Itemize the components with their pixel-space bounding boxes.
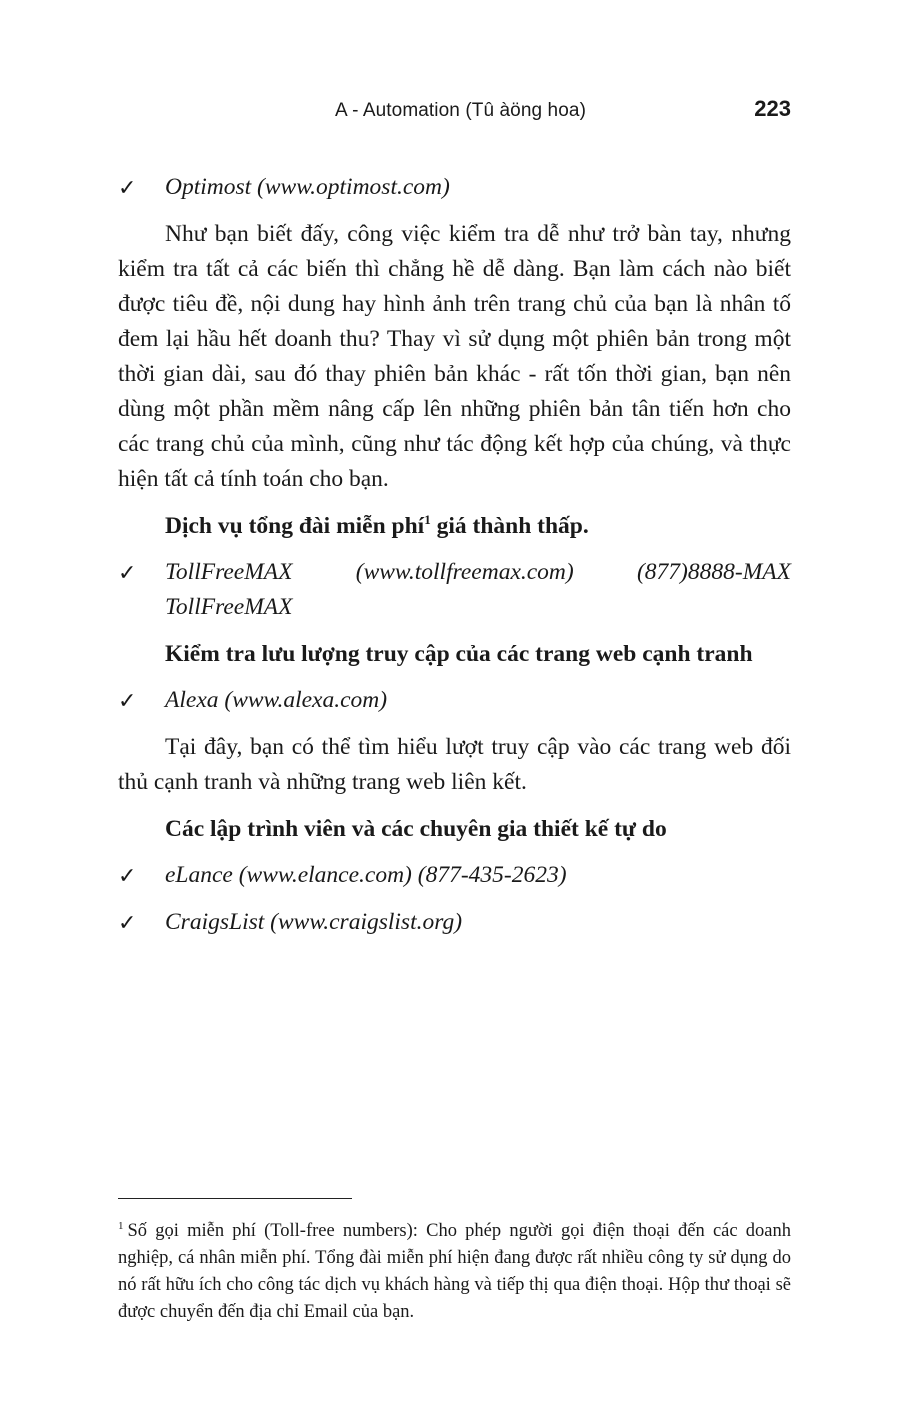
checkmark-icon: ✓ [118,560,137,585]
heading-text: giá thành thấp. [430,513,589,539]
page-body [118,170,791,952]
section-heading-traffic: Kiểm tra lưu lượng truy cập của các trang web cạnh tranh [165,641,753,667]
list-item-text: Optimost (www.optimost.com) [165,174,450,200]
list-item-elance [118,858,791,893]
list-item-line [165,555,791,590]
footnote-divider [118,1198,352,1199]
page-number: 223 [754,96,791,121]
section-heading-freelance: Các lập trình viên và các chuyên gia thiết kế tự do [165,816,667,842]
footnote-marker: 1 [118,1220,124,1232]
service-name-line2: TollFreeMAX [165,594,293,620]
chapter-title: A - Automation (Tû àöng hoa) [334,100,586,121]
list-item-text: CraigsList (www.craigslist.org) [165,909,463,935]
list-item-craigslist [118,905,791,940]
body-paragraph: Như bạn biết đấy, công việc kiểm tra dễ như trở bàn tay, nhưng kiểm tra tất cả các biến thì chẳng hề dễ dàng. Bạn làm cách nào biết được tiêu đề, nội dung hay hình ảnh trên trang chủ của bạn là nhân tố đem lại hầu hết doanh thu? Thay vì sử dụng một phiên bản trong một thời gian dài, sau đó thay phiên bản khác - rất tốn thời gian, bạn nên dùng một phần mềm nâng cấp lên những phiên bản tân tiến hơn cho các trang chủ của mình, cũng như tác động kết hợp của chúng, và thực hiện tất cả tính toán cho bạn. [118,221,791,492]
service-name: TollFreeMAX [165,559,293,585]
footnote [118,1218,791,1326]
list-item-tollfreemax [118,555,791,625]
service-url: (www.tollfreemax.com) [355,559,574,585]
footnote-marker: 1 [424,512,431,527]
list-item-text: eLance (www.elance.com) (877-435-2623) [165,862,567,888]
checkmark-icon: ✓ [118,688,137,713]
list-item-text: Alexa (www.alexa.com) [165,687,388,713]
list-item-optimost [118,170,791,205]
footnote-text: Số gọi miễn phí (Toll-free numbers): Cho phép người gọi điện thoại đến các doanh nghiệp, cá nhân miễn phí. Tổng đài miễn phí hiện đang được rất nhiều công ty sử dụng do nó rất hữu ích cho công tác dịch vụ khách hàng và tiếp thị qua điện thoại. Hộp thư thoại sẽ được chuyển đến địa chỉ Email của bạn. [118,1221,791,1322]
checkmark-icon: ✓ [118,175,137,200]
checkmark-icon: ✓ [118,910,137,935]
list-item-alexa [118,683,791,718]
heading-text: Dịch vụ tổng đài miễn phí [165,513,425,539]
checkmark-icon: ✓ [118,863,137,888]
section-heading-tollfree [118,509,791,544]
body-paragraph: Tại đây, bạn có thể tìm hiểu lượt truy cập vào các trang web đối thủ cạnh tranh và những trang web liên kết. [118,734,791,795]
service-phone: (877)8888-MAX [636,559,791,585]
running-header [118,96,791,126]
